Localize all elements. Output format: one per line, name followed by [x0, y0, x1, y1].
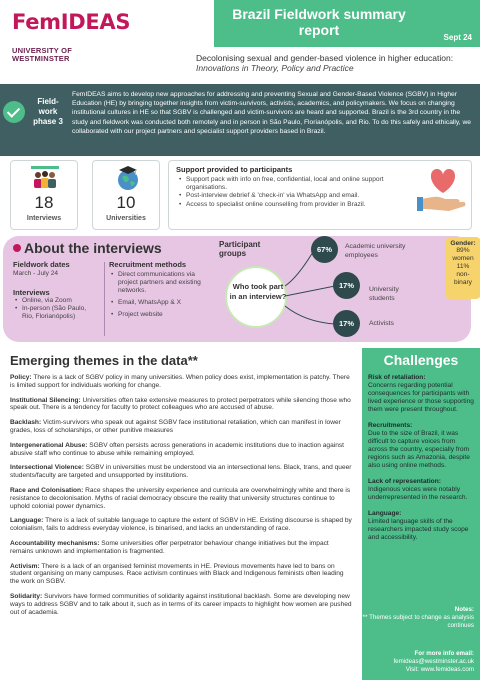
challenges-list	[368, 374, 476, 550]
support-item: • Post-interview debrief & 'check-in' via WhatsApp and email.	[179, 192, 411, 200]
theme-text: Victim-survivors who speak out against SGBV face institutional retaliation, which can manifest in lower grades, loss of scholarships, or other punitive measures	[10, 419, 341, 434]
contact-info	[362, 650, 474, 674]
theme-head: Intersectional Violence:	[10, 464, 84, 472]
notes-text: ** Themes subject to change as analysis continues	[362, 614, 474, 629]
recruitment-item: • Email, WhatsApp & X	[111, 299, 211, 307]
gender-line: binary	[454, 279, 472, 286]
theme-text: Some universities offer perpetrator behaviour change initiatives but the impact remains unknown and implementation is fragmented.	[10, 539, 329, 555]
university-logo	[12, 47, 72, 63]
theme-head: Backlash:	[10, 419, 42, 427]
universities-count: 10	[116, 193, 136, 212]
support-item: • Access to specialist online counselling from provider in Brazil.	[179, 201, 411, 209]
challenge-head: Lack of representation:	[368, 478, 441, 485]
theme-head: Race and Colonisation:	[10, 486, 84, 494]
challenge-text: Due to the size of Brazil, it was difficult to capture voices from across the country, especially from regions such as Amazonia, despite also using online methods.	[368, 430, 470, 469]
support-title: Support provided to participants	[176, 165, 293, 174]
theme-head: Solidarity:	[10, 592, 43, 600]
contact-title: For more info email:	[414, 650, 474, 657]
theme-text: There is a lack of an organised feminist movements in HE. Previous movements have led to bans on student organising on many campuses. Race activism continues with Black and Indigenous feminists often leading the work on SGBV.	[10, 562, 344, 586]
people-icon	[31, 165, 59, 191]
recruitment-item: • Project website	[111, 311, 211, 319]
theme-text: Universities often take extensive measures to protect perpetrators while silencing those who speak out. There is a tendency for faculty to protect colleagues who are accused of abuse.	[10, 396, 351, 412]
group-label: Activists	[369, 320, 394, 327]
themes-list	[10, 374, 352, 623]
gender-title: Gender:	[450, 240, 476, 247]
theme-item	[10, 442, 352, 458]
group-label: Academic university employees	[345, 243, 406, 259]
challenge-text: Limited language skills of the researchers impacted study scope and accessibility.	[368, 518, 469, 541]
recruitment-item: • Direct communications via project partners and existing networks.	[111, 271, 211, 295]
theme-head: Language:	[10, 517, 44, 525]
theme-text: There is a lack of SGBV policy in many universities. When policy does exist, implementation is patchy. There is limited support for individuals working for change.	[10, 374, 350, 389]
theme-item	[10, 593, 352, 616]
gender-line: 11%	[456, 263, 470, 270]
interview-item: • In-person (São Paulo, Rio, Florianópolis)	[15, 305, 99, 321]
theme-text: SGBV in universities must be understood via an intersectional lens. Black, trans, and queer students/faculty are targeted and unsupported by institutions.	[10, 464, 352, 480]
recruitment-list	[111, 271, 211, 323]
theme-head: Activism:	[10, 562, 40, 570]
interview-item: • Online, via Zoom	[15, 297, 99, 305]
fieldwork-dates-title: Fieldwork dates	[13, 260, 70, 269]
challenges-panel	[362, 348, 480, 680]
contact-email[interactable]: femideas@westminster.ac.uk	[393, 658, 474, 665]
themes-title: Emerging themes in the data**	[10, 353, 198, 368]
interviews-count: 18	[34, 193, 54, 212]
challenge-text: Concerns regarding potential consequences for participants with lived experience or those supporting them were present throughout.	[368, 382, 474, 413]
university-name: UNIVERSITY OF WESTMINSTER	[12, 46, 72, 63]
support-item: • Support pack with info on free, confidential, local and online support organisations.	[179, 176, 411, 192]
support-panel	[168, 160, 472, 230]
gender-line: women	[452, 255, 474, 262]
contact-website[interactable]: Visit: www.femideas.com	[405, 666, 474, 673]
universities-label: Universities	[106, 215, 146, 222]
fieldwork-dates: March - July 24	[13, 270, 59, 277]
interviews-label: Interviews	[26, 215, 62, 222]
bullet-dot-icon	[13, 244, 21, 252]
notes	[362, 606, 474, 630]
heart-hand-icon	[417, 163, 469, 215]
femideas-logo: FemIDEAS	[12, 10, 131, 34]
theme-item	[10, 517, 352, 533]
challenge-head: Recruitments:	[368, 422, 413, 429]
notes-title: Notes:	[454, 606, 474, 613]
theme-text: Survivors have formed communities of solidarity against institutional backlash. Some are developing new ways to address SGBV and to talk about it, such as in terms of its career impacts to highlight how women are pushed out of academia.	[10, 592, 352, 616]
interviews-list	[15, 297, 99, 321]
support-list	[179, 176, 411, 209]
challenge-item	[368, 478, 476, 502]
stat-universities	[92, 160, 160, 230]
theme-item	[10, 419, 352, 435]
challenge-text: Indigenous voices were notably underrepresented in the research.	[368, 486, 468, 501]
themes-panel	[0, 348, 360, 680]
theme-head: Accountability mechanisms:	[10, 539, 100, 547]
checkmark-icon	[3, 101, 25, 123]
challenge-head: Language:	[368, 510, 402, 517]
stats-panel	[10, 160, 160, 230]
group-percent: 17%	[333, 272, 360, 299]
intro-band	[0, 84, 480, 156]
about-title-text: About the interviews	[24, 240, 162, 256]
theme-text: Race shapes the university experience and curricula are overwhelmingly white and there is resistance to decolonisation. Myths of racial democracy obscure the reality that university structures continue to uphold colonial power dynamics.	[10, 486, 351, 510]
theme-item	[10, 374, 352, 390]
who-took-part-circle	[225, 266, 287, 328]
gender-line: non-	[456, 271, 470, 278]
project-subtitle	[196, 53, 478, 73]
challenge-head: Risk of retaliation:	[368, 374, 426, 381]
report-title: Brazil Fieldwork summary report	[232, 6, 406, 38]
theme-item	[10, 397, 352, 413]
gender-box	[445, 237, 480, 299]
participant-groups-title: Participant groups	[219, 240, 261, 258]
theme-head: Policy:	[10, 374, 32, 381]
divider	[104, 262, 105, 336]
recruitment-title: Recruitment methods	[109, 260, 187, 269]
theme-item	[10, 487, 352, 510]
fieldwork-phase-label: Field-work phase 3	[33, 97, 63, 126]
who-took-part-label: Who took part in an interview?	[229, 282, 287, 301]
interviews-title: Interviews	[13, 288, 50, 297]
subtitle-line: Decolonising sexual and gender-based violence in higher education:	[196, 53, 454, 63]
theme-head: Intergenerational Abuse:	[10, 441, 88, 449]
about-panel	[3, 236, 476, 342]
gender-line: 89%	[456, 247, 470, 254]
header	[0, 0, 480, 52]
group-percent: 67%	[311, 236, 338, 263]
theme-text: SGBV often persists across generations in academic institutions due to inaction against abusive staff who continue to abuse while remaining employed.	[10, 441, 345, 457]
challenge-item	[368, 374, 476, 414]
challenges-title: Challenges	[383, 352, 459, 368]
intro-text: FemIDEAS aims to develop new approaches for addressing and preventing Sexual and Gender-Based Violence (SGBV) in Higher Education (HE) by bringing together insights from victim-survivors, activists, academics, and policymakers. We focus on changing institutional cultures in HE so that SGBV is challenged and victim-survivors are heard and supported. Brazil is the 3rd country in the study and fieldwork was conducted both remotely and in person in São Paulo, Florianópolis, and Rio. To do this safely and ethically, we collaborated with our project partners and specialist support providers based in Brazil.	[72, 91, 472, 135]
stat-interviews	[10, 160, 78, 230]
subtitle-italic: Innovations in Theory, Policy and Practice	[196, 63, 354, 73]
theme-item	[10, 563, 352, 586]
theme-item	[10, 540, 352, 556]
group-percent: 17%	[333, 310, 360, 337]
challenge-item	[368, 510, 476, 542]
theme-text: There is a lack of suitable language to capture the extent of SGBV in HE. Existing discourse is shaped by colonialism, fails to address everyday violence, is binarised, and lacks an understanding of race.	[10, 517, 352, 533]
group-label: University students	[369, 286, 399, 302]
globe-cap-icon	[115, 165, 141, 191]
connector-lines	[285, 248, 337, 330]
challenge-item	[368, 422, 476, 470]
about-title	[13, 240, 162, 256]
report-title-box	[214, 0, 480, 47]
theme-item	[10, 464, 352, 480]
report-date: Sept 24	[443, 33, 472, 42]
theme-head: Institutional Silencing:	[10, 396, 81, 404]
